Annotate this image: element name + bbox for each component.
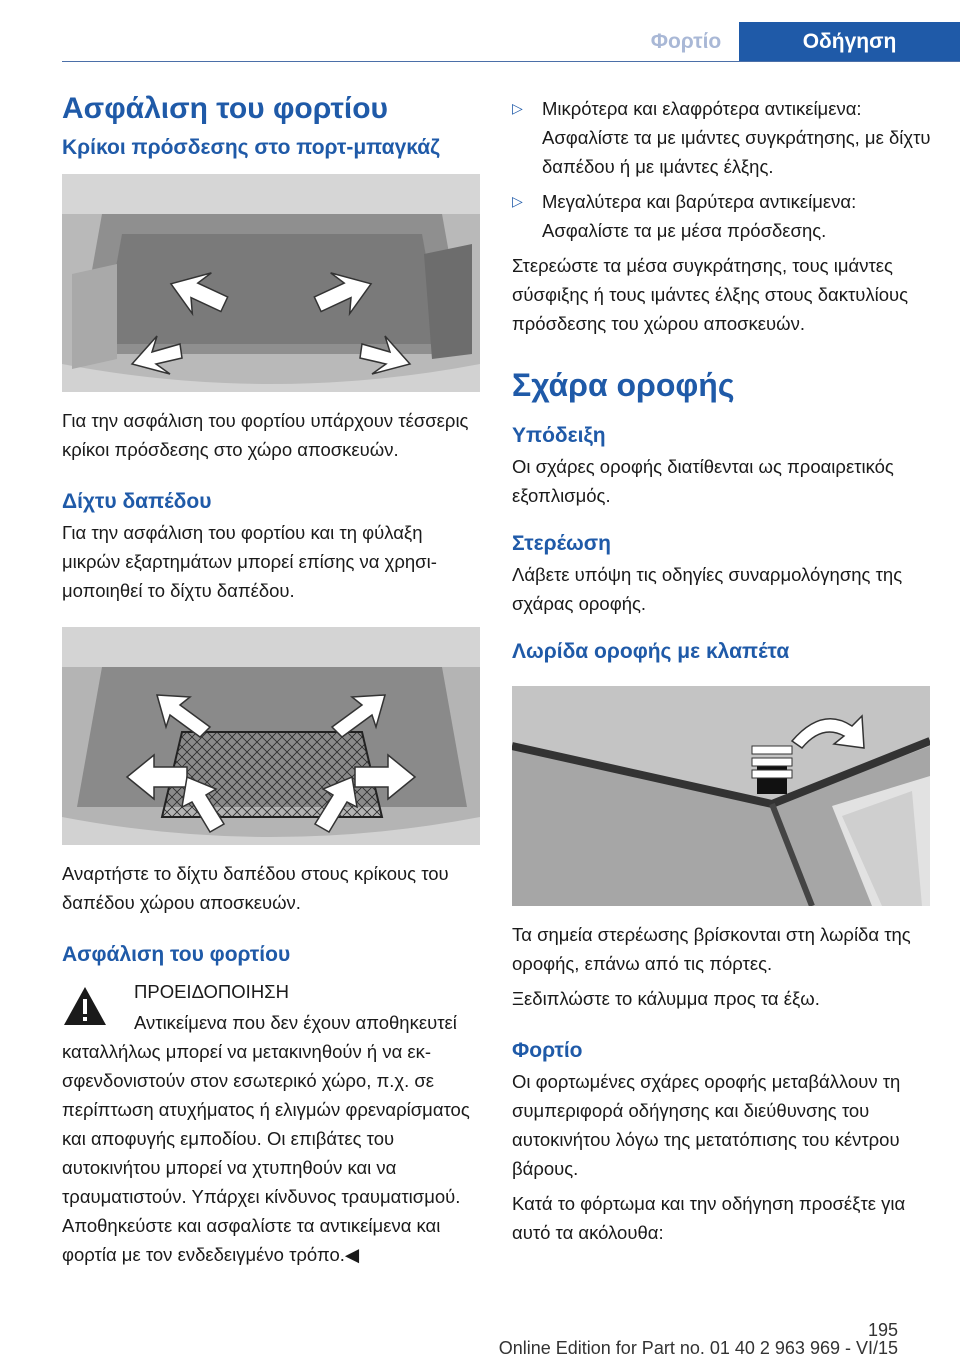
roof-strip-caption-2: Ξεδιπλώστε το κάλυμμα προς τα έξω. [512,988,820,1009]
end-mark: ◀ [344,1244,360,1265]
floor-net-caption: Αναρτήστε το δίχτυ δαπέδου στους κρίκους του δαπέδου χώρου αποσκευών. [62,863,449,913]
warning-block [62,977,482,1037]
load-text-2: Κατά το φόρτωμα και την οδήγηση προσέξτε για αυτό τα ακόλουθα: [512,1193,906,1243]
page-footer [0,1320,960,1358]
list-item-text: Μεγαλύτερα και βαρύτερα αντικείμενα: Ασφαλίστε τα με μέσα πρόσδεσης. [542,191,857,241]
roof-strip-caption-1: Τα σημεία στερέωσης βρίσκονται στη λωρίδα της οροφής, επάνω από τις πόρτες. [512,924,911,974]
list-item [512,187,932,245]
list-item-text: Μικρότερα και ελαφρότερα αντικείμενα: Ασφαλίστε τα με ιμάντες συγκράτησης, με δίχτυ δαπέδου ή με ιμάντες έλξης. [542,98,931,177]
note-text: Οι σχάρες οροφής διατίθενται ως προαιρετικός εξοπλισμός. [512,456,894,506]
load-text-1: Οι φορτωμένες σχάρες οροφής μεταβάλλουν τη συμπεριφορά οδήγησης και διεύθυνσης του αυτοκινήτου λόγω της μετατόπισης του κέντρου βάρους. [512,1071,901,1179]
warning-triangle-icon [62,985,108,1027]
cargo-list [512,94,932,245]
floor-net-text: Για την ασφάλιση του φορτίου και τη φύλαξη μικρών εξαρτημάτων μπορεί επίσης να χρησιμοποιηθεί το δίχτυ δαπέδου. [62,522,437,601]
warning-text [62,1008,482,1269]
triangle-bullet-icon: ▷ [512,193,523,209]
fasten-text: Στερεώστε τα μέσα συγκράτησης, τους ιμάντες σύσφιξης ή τους ιμάντες έλξης στους δακτυλίους πρόσδεσης του χώρου αποσκευών. [512,255,909,334]
edition-text: Online Edition for Part no. 01 40 2 963 969 - VI/15 [498,1338,898,1358]
page-title: Ασφάλιση του φορτίου [62,92,388,125]
right-column [512,94,932,1247]
heading-load: Φορτίο [512,1039,583,1062]
roof-strip-image [512,686,930,906]
mounting-text: Λάβετε υπόψη τις οδηγίες συναρμολόγησης της σχάρας οροφής. [512,564,903,614]
tab-driving[interactable]: Οδήγηση [739,22,960,62]
left-column [62,86,482,1269]
triangle-bullet-icon: ▷ [512,100,523,116]
floor-net-image [62,627,480,845]
page-number: 195 [867,1320,898,1340]
heading-mounting: Στερέωση [512,532,611,555]
header-divider [62,61,960,62]
tab-cargo[interactable]: Φορτίο [650,30,722,53]
heading-tie-down-rings: Κρίκοι πρόσδεσης στο πορτ-μπαγκάζ [62,136,440,159]
heading-securing-cargo: Ασφάλιση του φορτίου [62,943,291,966]
trunk-rings-image [62,174,480,392]
tie-down-rings-text: Για την ασφάλιση του φορτίου υπάρχουν τέσσερις κρίκοι πρόσδεσης στο χώρο αποσκευών. [62,410,469,460]
roof-rack-title: Σχάρα οροφής [512,367,735,403]
warning-text-body: Αντικείμενα που δεν έχουν αποθηκευτεί καταλλήλως μπορεί να μετακινηθούν ή να εκσφενδονιστούν στον εσωτερικό χώρο, π.χ. σε περίπτωση ατυχήματος ή ελιγμών φρεναρίσματος και αποφυγής εμποδίου. Οι επιβάτες του αυτοκινήτου μπορεί να χτυπηθούν και να τραυματιστούν. Υπάρχει κίνδυνος τραυματισμού. Αποθηκεύστε και ασφαλίστε τα αντικείμενα και φορτία με τον ενδεδειγμένο τρόπο. [62,1012,470,1265]
heading-note: Υπόδειξη [512,424,606,447]
heading-floor-net: Δίχτυ δαπέδου [62,490,212,513]
heading-roof-strip: Λωρίδα οροφής με κλαπέτα [512,640,790,663]
list-item [512,94,932,181]
warning-label: ΠΡΟΕΙΔΟΠΟΙΗΣΗ [134,981,289,1002]
page-header [0,22,960,62]
